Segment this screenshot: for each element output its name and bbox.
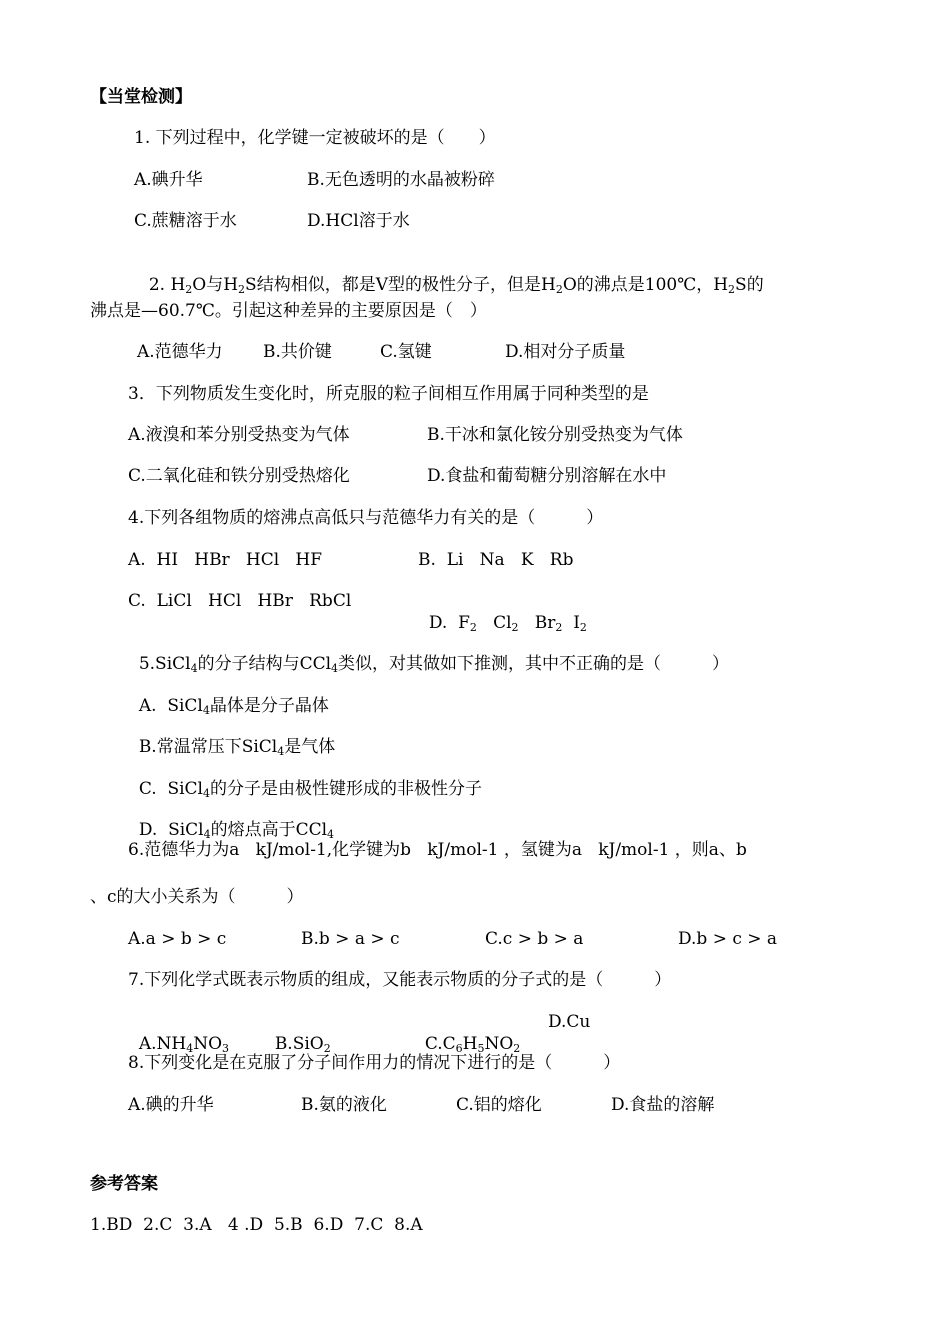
q2-h: H (713, 275, 729, 295)
q5-ccl: CCl (295, 820, 328, 840)
q2-number: 2. (148, 275, 166, 295)
q5-num: 5. (138, 654, 156, 674)
q4-d-i: I (573, 613, 580, 633)
q2-sub: 2 (555, 283, 563, 296)
question-7-option-a (128, 1011, 229, 1055)
question-5-option-a (128, 673, 329, 717)
q2-h: H (540, 275, 556, 295)
question-2-stem-line2: 沸点是—60.7℃。引起这种差异的主要原因是（ ） (90, 301, 487, 321)
q4-d-label: D. (428, 613, 448, 633)
q4-d-sub: 2 (511, 621, 519, 634)
question-6-option-c: C.c > b > a (485, 929, 584, 949)
q5-post: 类似，对其做如下推测，其中不正确的是（ ） (338, 654, 730, 674)
q7-a-nh: A.NH (138, 1034, 187, 1054)
question-8-option-b: B.氨的液化 (301, 1095, 387, 1115)
q7-c-sub5: 5 (477, 1042, 485, 1055)
question-2-option-c: C.氢键 (380, 342, 432, 362)
question-6-stem-line1: 6.范德华力为a kJ/mol-1,化学键为b kJ/mol-1 ，氢键为a kJ/mol-1 ，则a、b (128, 840, 747, 860)
q2-o: O (192, 275, 207, 295)
q5-sicl: SiCl (241, 737, 278, 757)
question-7-option-c (414, 1011, 520, 1055)
question-3-option-c: C.二氧化硅和铁分别受热熔化 (128, 466, 350, 486)
q5-d-label: D. (138, 820, 169, 840)
question-2-stem-line1 (138, 252, 764, 296)
q4-d-sub: 2 (555, 621, 563, 634)
q2-h: H (223, 275, 239, 295)
question-8-stem: 8.下列变化是在克服了分子间作用力的情况下进行的是（ ） (128, 1053, 621, 1073)
q2-s: S (245, 275, 257, 295)
question-8-option-a: A.碘的升华 (128, 1095, 214, 1115)
q2-mid: 结构相似，都是V型的极性分子，但是 (256, 275, 541, 295)
q5-d-text: 的熔点高于 (210, 820, 296, 840)
question-8-option-c: C.铝的熔化 (456, 1095, 542, 1115)
question-7-option-d: D.Cu (548, 1012, 591, 1032)
question-4-option-a: A. HI HBr HCl HF (128, 550, 322, 570)
q5-sub: 4 (331, 662, 339, 675)
question-4-option-b: B. Li Na K Rb (418, 550, 574, 570)
q2-sub: 2 (728, 283, 736, 296)
question-2-option-a: A.范德华力 (137, 342, 223, 362)
question-5-stem (128, 631, 729, 675)
question-4-stem: 4.下列各组物质的熔沸点高低只与范德华力有关的是（ ） (128, 508, 604, 528)
q7-a-sub3: 3 (222, 1042, 230, 1055)
question-1-option-a: A.碘升华 (134, 170, 203, 190)
q7-c-c: C.C (424, 1034, 456, 1054)
q5-sub: 4 (202, 787, 210, 800)
q2-yu: 与 (206, 275, 224, 295)
q5-sub: 4 (203, 828, 211, 841)
q5-b-label: B.常温常压下 (138, 737, 242, 757)
q5-a-text: 晶体是分子晶体 (209, 696, 329, 716)
question-5-option-b (128, 714, 335, 758)
q5-ccl: CCl (299, 654, 332, 674)
q2-h: H (170, 275, 186, 295)
q5-sicl: SiCl (155, 654, 191, 674)
q5-a-label: A. (138, 696, 168, 716)
q7-c-h: H (462, 1034, 478, 1054)
q5-sub: 4 (202, 704, 210, 717)
question-6-option-a: A.a > b > c (128, 929, 227, 949)
q7-a-sub4: 4 (186, 1042, 194, 1055)
answers-title: 参考答案 (90, 1174, 158, 1194)
question-1-option-b: B.无色透明的水晶被粉碎 (307, 170, 495, 190)
q4-d-f: F (458, 613, 470, 633)
q5-mid: 的分子结构与 (197, 654, 300, 674)
question-6-option-b: B.b > a > c (301, 929, 400, 949)
q7-c-sub6: 6 (455, 1042, 463, 1055)
question-3-option-b: B.干冰和氯化铵分别受热变为气体 (427, 425, 683, 445)
q5-sub: 4 (190, 662, 198, 675)
q7-c-no: NO (484, 1034, 514, 1054)
question-8-option-d: D.食盐的溶解 (611, 1095, 715, 1115)
question-3-stem: 3．下列物质发生变化时，所克服的粒子间相互作用属于同种类型的是 (128, 384, 649, 404)
question-3-option-d: D.食盐和葡萄糖分别溶解在水中 (427, 466, 667, 486)
question-1-stem: 1. 下列过程中，化学键一定被破坏的是（ ） (134, 128, 496, 148)
section-title: 【当堂检测】 (90, 87, 192, 107)
question-2-option-d: D.相对分子质量 (505, 342, 626, 362)
question-7-option-b (264, 1011, 331, 1055)
q7-b-sio: B.SiO (274, 1034, 324, 1054)
q2-sub: 2 (238, 283, 246, 296)
q5-sub: 4 (277, 745, 285, 758)
q7-a-no: NO (193, 1034, 223, 1054)
q4-d-sub: 2 (469, 621, 477, 634)
q4-d-br: Br (534, 613, 556, 633)
q5-c-text: 的分子是由极性键形成的非极性分子 (209, 779, 482, 799)
question-4-option-d (418, 590, 587, 634)
question-5-option-d (128, 797, 334, 841)
question-1-option-c: C.蔗糖溶于水 (134, 211, 237, 231)
question-6-stem-line2: 、c的大小关系为（ ） (90, 887, 304, 907)
question-5-option-c (128, 756, 482, 800)
q2-s-boil: S的 (735, 275, 764, 295)
q5-sicl: SiCl (168, 820, 204, 840)
question-7-stem: 7.下列化学式既表示物质的组成，又能表示物质的分子式的是（ ） (128, 970, 672, 990)
q5-sicl: SiCl (167, 779, 203, 799)
question-2-option-b: B.共价键 (263, 342, 332, 362)
q7-c-sub2: 2 (513, 1042, 521, 1055)
question-3-option-a: A.液溴和苯分别受热变为气体 (128, 425, 350, 445)
q5-b-text: 是气体 (284, 737, 336, 757)
q4-d-sub: 2 (579, 621, 587, 634)
q5-sub: 4 (327, 828, 335, 841)
question-6-option-d: D.b > c > a (678, 929, 778, 949)
answers-text: 1.BD 2.C 3.A 4 .D 5.B 6.D 7.C 8.A (90, 1215, 423, 1235)
q5-sicl: SiCl (167, 696, 203, 716)
q4-d-cl: Cl (493, 613, 512, 633)
q7-b-sub2: 2 (323, 1042, 331, 1055)
q2-sub: 2 (185, 283, 193, 296)
q2-o-boil: O的沸点是100℃， (562, 275, 714, 295)
question-4-option-c: C. LiCl HCl HBr RbCl (128, 591, 352, 611)
question-1-option-d: D.HCl溶于水 (307, 211, 410, 231)
q5-c-label: C. (138, 779, 168, 799)
